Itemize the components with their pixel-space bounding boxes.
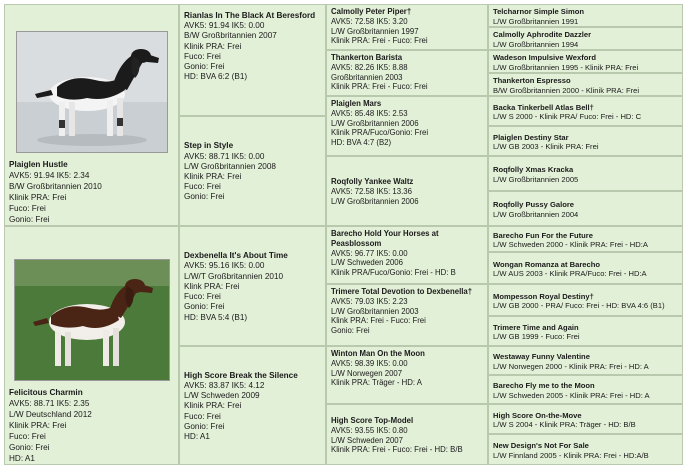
dog-name: Roqfolly Xmas Kracka xyxy=(493,165,574,174)
gen3-cell-3: Plaiglen Mars AVK5: 85.48 IK5: 2.53 L/W Großbritannien 2006 Klinik PRA/Fuco/Gonio: Frei HD: BVA 4:7 (B2) xyxy=(326,96,488,156)
dog-name: High Score On-the-Move xyxy=(493,410,582,420)
dam-dam-cell: High Score Break the Silence AVK5: 83.87 IK5: 4.12 L/W Schweden 2009 Klinik PRA: Frei Fuco: Frei Gonio: Frei HD: A1 xyxy=(179,346,326,465)
dog-name: Wongan Romanza at Barecho xyxy=(493,259,601,269)
gen4-cell-2: Calmolly Aphrodite Dazzler L/W Großbritannien 1994 xyxy=(488,27,683,50)
gen3-cell-5: Barecho Hold Your Horses at Peasblossom AVK5: 96.77 IK5: 0.00 L/W Schweden 2006 Klinik PRA/Fuco/Gonio: Frei - HD: B xyxy=(326,226,488,284)
gen4-cell-3: Wadeson Impulsive Wexford L/W Großbritannien 1995 - Klinik PRA: Frei xyxy=(488,50,683,73)
gen4-cell-13: Westaway Funny Valentine L/W Norwegen 2000 - Klinik PRA: Frei - HD: A xyxy=(488,346,683,375)
dog-name: Roqfolly Pussy Galore xyxy=(493,200,575,209)
dog-name: Plaiglen Mars xyxy=(331,99,382,108)
dog-name: Calmolly Aphrodite Dazzler xyxy=(493,30,592,39)
dog-name: New Design's Not For Sale xyxy=(493,441,589,450)
dam-photo xyxy=(14,259,170,381)
gen4-cell-15: High Score On-the-Move L/W S 2004 - Klinik PRA: Träger - HD: B/B xyxy=(488,404,683,434)
gen3-cell-8: High Score Top-Model AVK5: 93.55 IK5: 0.80 L/W Schweden 2007 Klinik PRA: Frei - Fuco: Frei - HD: B/B xyxy=(326,404,488,465)
gen4-cell-5: Backa Tinkerbell Atlas Bell† L/W S 2000 - Klinik PRA/ Fuco: Frei - HD: C xyxy=(488,96,683,126)
dog-name: Telcharnor Simple Simon xyxy=(493,7,585,16)
gen4-cell-9: Barecho Fun For the Future L/W Schweden 2000 - Klinik PRA: Frei - HD:A xyxy=(488,226,683,252)
gen4-cell-14: Barecho Fly me to the Moon L/W Schweden 2005 - Klinik PRA: Frei - HD: A xyxy=(488,375,683,404)
dog-name: Barecho Fun For the Future xyxy=(493,230,593,240)
sire-dam-cell: Step in Style AVK5: 88.71 IK5: 0.00 L/W Großbritannien 2008 Klinik PRA: Frei Fuco: Frei Gonio: Frei xyxy=(179,116,326,226)
dog-name: Trimere Total Devotion to Dexbenella† xyxy=(331,287,473,296)
dog-name: Step in Style xyxy=(184,141,234,151)
dog-name: Barecho Hold Your Horses at Peasblossom xyxy=(331,229,439,248)
dog-name: Barecho Fly me to the Moon xyxy=(493,381,595,390)
dog-name: High Score Top-Model xyxy=(331,415,414,425)
dog-name: Rianlas In The Black At Beresford xyxy=(184,11,316,20)
gen4-cell-12: Trimere Time and Again L/W GB 1999 - Fuco: Frei xyxy=(488,316,683,346)
dam-sire-cell: Dexbenella It's About Time AVK5: 95.16 IK5: 0.00 L/W/T Großbritannien 2010 Klink PRA: Frei Fuco: Frei Gonio: Frei HD: BVA 5:4 (B1) xyxy=(179,226,326,346)
gen3-cell-1: Calmolly Peter Piper† AVK5: 72.58 IK5: 3.20 L/W Großbritannien 1997 Klinik PRA: Frei - Fuco: Frei xyxy=(326,4,488,50)
dog-name: Trimere Time and Again xyxy=(493,322,579,332)
gen3-cell-6: Trimere Total Devotion to Dexbenella† AVK5: 79.03 IK5: 2.23 L/W Großbritannien 2003 Klink PRA: Frei - Fuco: Frei Gonio: Frei xyxy=(326,284,488,346)
gen4-cell-7: Roqfolly Xmas Kracka L/W Großbritannien 2005 xyxy=(488,156,683,191)
gen4-cell-11: Mompesson Royal Destiny† L/W GB 2000 - PRA/ Fuco: Frei - HD: BVA 4:6 (B1) xyxy=(488,284,683,316)
dam-cell: Felicitous Charmin AVK5: 88.71 IK5: 2.35 L/W Deutschland 2012 Klinik PRA: Frei Fuco: Frei Gonio: Frei HD: A1 xyxy=(4,226,179,465)
dog-name: Backa Tinkerbell Atlas Bell† xyxy=(493,102,594,112)
sire-photo xyxy=(16,31,168,153)
gen3-cell-2: Thankerton Barista AVK5: 82.26 IK5: 8.88 Großbritannien 2003 Klinik PRA: Frei - Fuco: Frei xyxy=(326,50,488,96)
dog-name: Wadeson Impulsive Wexford xyxy=(493,53,596,62)
dog-name: Felicitous Charmin xyxy=(9,388,83,397)
dog-name: Roqfolly Yankee Waltz xyxy=(331,177,414,187)
gen4-cell-1: Telcharnor Simple Simon L/W Großbritannien 1991 xyxy=(488,4,683,27)
gen4-cell-8: Roqfolly Pussy Galore L/W Großbritannien 2004 xyxy=(488,191,683,226)
gen3-cell-7: Winton Man On the Moon AVK5: 98.39 IK5: 0.00 L/W Norwegen 2007 Klinik PRA: Träger - HD: A xyxy=(326,346,488,404)
dog-name: Winton Man On the Moon xyxy=(331,349,425,358)
dog-name: High Score Break the Silence xyxy=(184,370,298,380)
dog-name: Plaiglen Hustle xyxy=(9,160,68,169)
dog-name: Thankerton Espresso xyxy=(493,76,571,85)
sire-cell: Plaiglen Hustle AVK5: 91.94 IK5: 2.34 B/W Großbritannien 2010 Klinik PRA: Frei Fuco: Frei Gonio: Frei xyxy=(4,4,179,226)
gen3-cell-4: Roqfolly Yankee Waltz AVK5: 72.58 IK5: 13.36 L/W Großbritannien 2006 xyxy=(326,156,488,226)
dog-name: Plaiglen Destiny Star xyxy=(493,132,569,142)
dog-name: Westaway Funny Valentine xyxy=(493,352,590,361)
sire-sire-cell: Rianlas In The Black At Beresford AVK5: 91.94 IK5: 0.00 B/W Großbritannien 2007 Klinik PRA: Frei Fuco: Frei Gonio: Frei HD: BVA 6:2 (B1) xyxy=(179,4,326,116)
gen4-cell-16: New Design's Not For Sale L/W Finnland 2005 - Klinik PRA: Frei - HD:A/B xyxy=(488,434,683,465)
gen4-cell-4: Thankerton Espresso B/W Großbritannien 2000 - Klinik PRA: Frei xyxy=(488,73,683,96)
dog-name: Thankerton Barista xyxy=(331,53,403,62)
gen4-cell-6: Plaiglen Destiny Star L/W GB 2003 - Klinik PRA: Frei xyxy=(488,126,683,156)
dog-name: Dexbenella It's About Time xyxy=(184,251,288,261)
dog-name: Calmolly Peter Piper† xyxy=(331,7,412,16)
dog-name: Mompesson Royal Destiny† xyxy=(493,291,594,301)
gen4-cell-10: Wongan Romanza at Barecho L/W AUS 2003 - Klinik PRA/Fuco: Frei - HD:A xyxy=(488,252,683,284)
